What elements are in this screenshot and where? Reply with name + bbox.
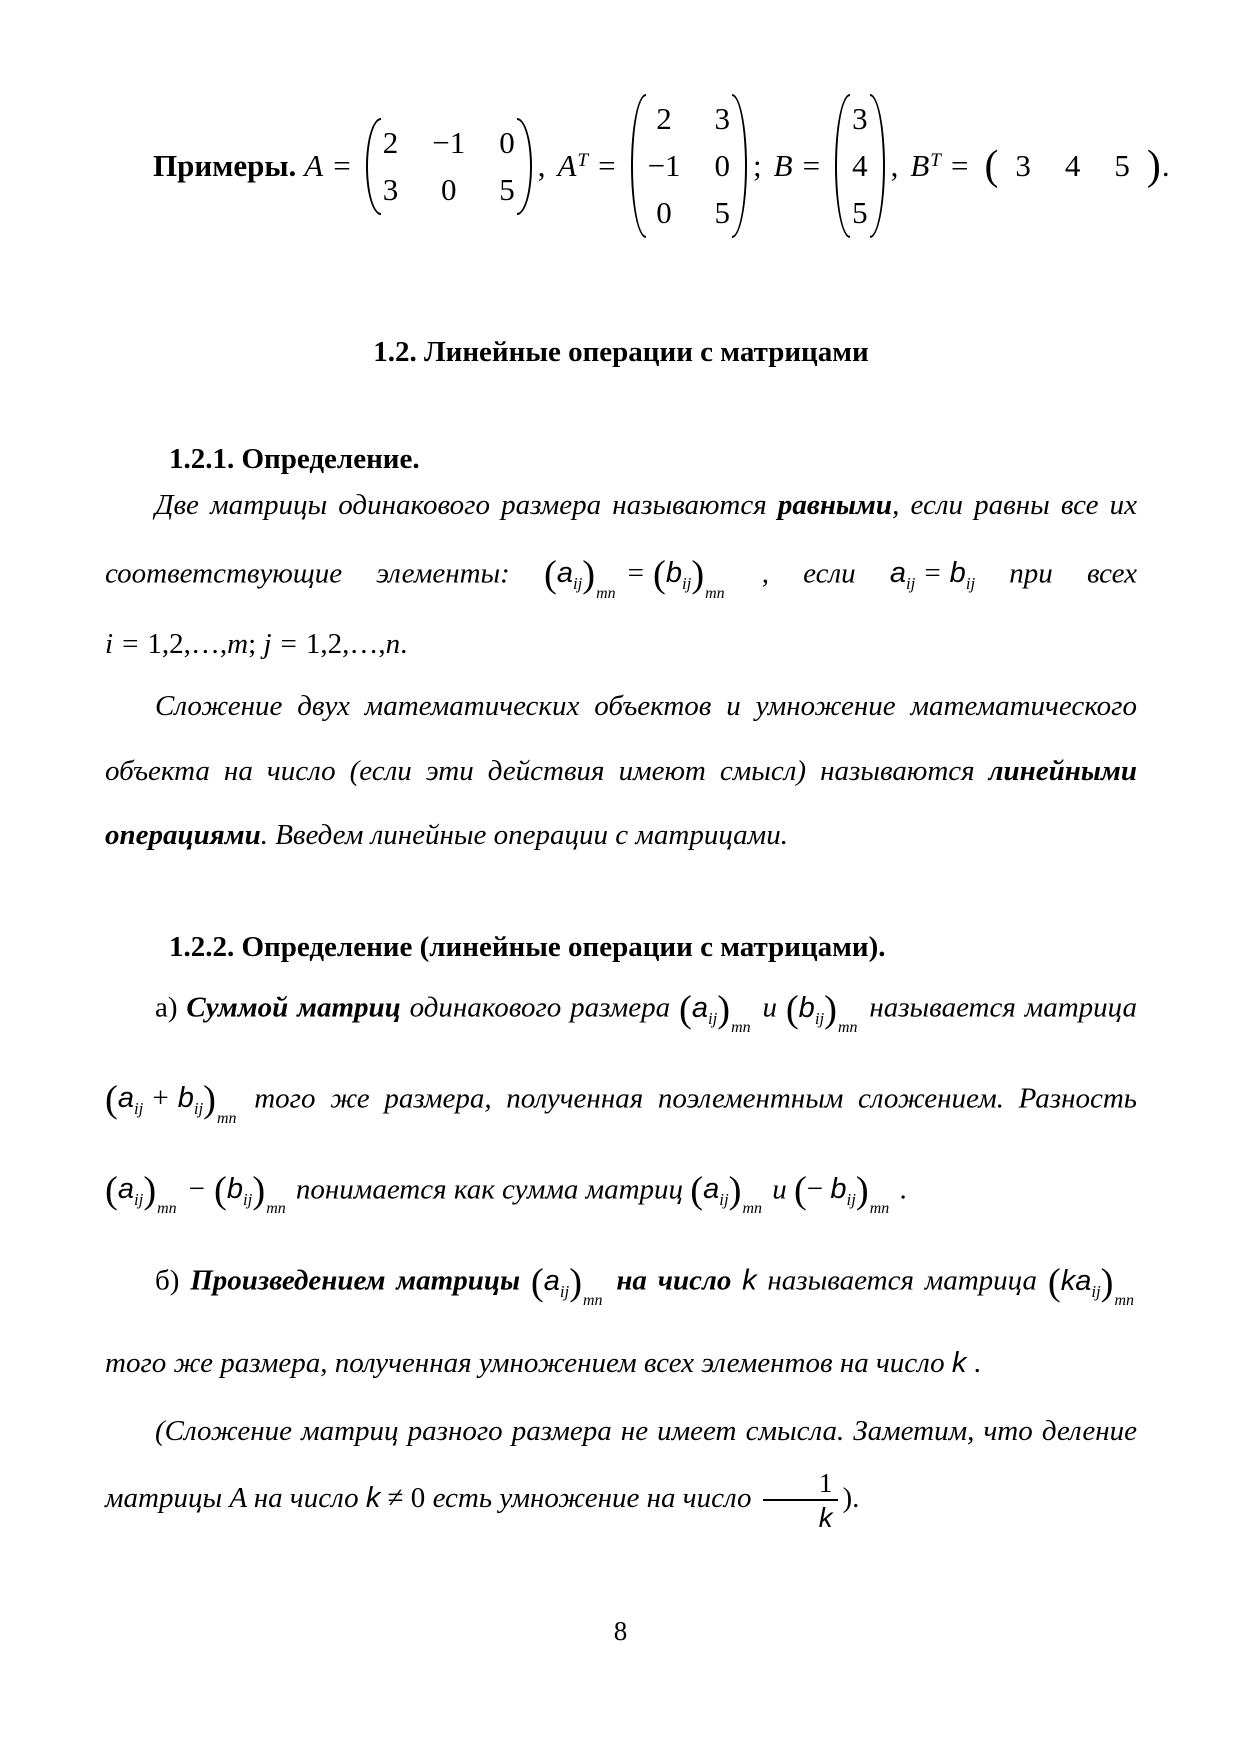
list-marker-a: а) [155,991,187,1024]
bold-term-on-number: на число [605,1264,743,1297]
fraction-denominator [763,1499,839,1534]
text-segment: , если [727,557,890,590]
equals-sign: = [122,627,139,660]
matrix-cell: 3 [852,101,868,136]
equals-sign: = [280,627,297,660]
subscript-mn: mn [869,1200,890,1218]
semicolon: ; [753,148,762,184]
paren-left: ( [530,1261,544,1304]
not-equal-zero: ≠ 0 [387,1481,426,1514]
subscript-ij: ij [846,1189,856,1209]
row-vector-b-transposed [984,142,1160,190]
var-k: k [365,1481,381,1514]
text-segment: Сложение двух математических объектов и умножение математического объекта на число (если эти действия имеют смысл) называются [105,690,1137,787]
subscript-mn: mn [742,1200,762,1218]
matrix-cell: 3 [382,171,399,207]
paragraph-product-by-number [105,1236,1137,1398]
matrix-a-transposed [631,92,747,240]
var-A: A [557,148,577,184]
formula-aij-eq-bij [889,557,976,593]
var-a: a [889,557,906,590]
var-a: a [117,1082,134,1115]
text-segment: на число [246,1481,366,1514]
var-a: a [117,1172,134,1205]
formula-kaij-mn [1047,1261,1137,1310]
text-segment: того же размера, полученная умножением всех элементов на число [105,1346,952,1379]
subscript-ij: ij [905,573,916,593]
var-a: a [691,991,708,1024]
paren-left: ( [793,1169,807,1212]
paragraph-note [105,1398,1137,1533]
paren-right: ) [691,553,705,596]
paren-right: ) [569,1261,583,1304]
var-a: a [703,1172,720,1205]
paren-left: ( [652,553,666,596]
plus-sign: + [152,1082,169,1115]
equals-sign: = [627,557,644,590]
paragraph-equal-matrices [105,476,1137,674]
matrix-cell: 5 [714,195,731,231]
text-segment: при всех [975,557,1137,590]
formula-aij-minus-bij-mn [105,1169,289,1218]
var-b: b [177,1082,194,1115]
minus-sign: − [806,1172,824,1205]
text-segment: и [753,991,786,1024]
subscript-mn: mn [596,584,616,602]
var-k: k [742,1264,757,1297]
paragraph-sum-of-matrices [105,964,1137,1236]
text-segment: Две матрицы одинакового размера называются [155,489,778,522]
subscript-mn: mn [1114,1292,1134,1310]
vector-cell: 4 [1064,148,1081,184]
var-A: A [229,1481,247,1514]
paren-right: ) [582,553,596,596]
semicolon: ; [248,627,257,660]
examples-label: Примеры. [153,148,297,184]
var-m: m [227,627,249,660]
text-segment: называется матрица [860,991,1138,1024]
equals-sign: = [598,148,616,184]
matrix-cell: 2 [382,124,399,160]
var-b: b [226,1172,243,1205]
text-segment: одинакового размера [400,991,679,1024]
bold-term-product: Произведением матрицы [190,1264,531,1297]
text-segment: есть умножение на число [425,1481,759,1514]
subscript-mn: mn [731,1019,751,1037]
paren-right: ) [1146,143,1161,190]
var-A: A [304,148,324,184]
paren-left: ( [105,1078,118,1121]
paren-right: ) [203,1078,217,1121]
comma: , [890,148,899,184]
paren-left: ( [690,1169,704,1212]
formula-index-ranges [105,628,407,660]
paren-right: ) [1100,1261,1114,1304]
var-A-transposed [557,148,588,184]
matrix-cell: −1 [647,148,681,184]
subscript-ij: ij [707,1008,718,1028]
var-b: b [665,557,682,590]
matrix-a [366,116,532,217]
var-k: k [818,1501,833,1533]
text-segment: , если равны все их соответствующие элементы: [105,489,1137,590]
text-segment: того же размера, полученная поэлементным сложением. Разность [239,1082,1137,1115]
var-b: b [830,1172,847,1205]
matrix-a-grid [383,126,515,207]
matrix-cell: 5 [852,195,868,231]
sequence: 1,2,…, [305,627,386,660]
var-n: n [385,627,401,660]
transpose-sup: T [577,149,589,171]
subsection-heading-121: 1.2.1. Определение. [169,443,420,476]
subscript-ij: ij [814,1008,825,1028]
paren-right: ) [143,1169,157,1212]
text-segment: называется матрица [756,1264,1048,1297]
subscript-ij: ij [1091,1281,1101,1301]
subscript-ij: ij [559,1281,570,1301]
equals-sign: = [950,148,969,184]
paren-left: ( [678,988,692,1031]
var-B: B [773,148,793,184]
subscript-mn: mn [583,1292,603,1310]
var-i: i [105,627,114,660]
var-B: B [910,148,930,184]
subscript-mn: mn [217,1109,237,1127]
page-number: 8 [613,1616,628,1646]
text-segment: и [764,1172,794,1205]
subscript-ij: ij [719,1189,729,1209]
bold-term-sum: Суммой матриц [186,991,401,1024]
var-b: b [798,991,815,1024]
vector-cell: 5 [1114,148,1130,184]
var-a: a [543,1264,560,1297]
formula-aij-plus-bij-mn [105,1078,240,1127]
closing-paren-period: ). [842,1481,860,1514]
comma: , [537,148,546,184]
subscript-mn: mn [266,1200,286,1218]
subscript-mn: mn [705,584,725,602]
equals-sign: = [924,557,941,590]
paren-right: ) [252,1169,266,1212]
matrix-cell: 4 [852,148,868,184]
var-b: b [949,557,966,590]
matrix-b [835,92,885,240]
period: . [1161,148,1170,184]
matrix-b-grid [852,102,868,230]
var-B-transposed [910,148,941,184]
subscript-mn: mn [157,1200,177,1218]
paren-right: ) [728,1169,742,1212]
var-k: k [951,1346,967,1379]
paren-left: ( [214,1169,227,1212]
paren-left: ( [1047,1261,1061,1304]
paren-right: ) [824,988,837,1031]
matrix-cell: 0 [656,195,672,231]
matrix-cell: 5 [499,171,515,207]
subscript-ij: ij [243,1189,253,1209]
paren-left: ( [543,553,557,596]
matrix-cell: 0 [714,148,731,184]
text-segment: понимается как сумма матриц [288,1172,691,1205]
text-segment: (Сложение матриц разного размера не имеет смысла. Заметим, что деление матрицы [105,1415,1137,1514]
subscript-mn: mn [838,1019,858,1037]
examples-line [153,92,1170,240]
transpose-sup: T [930,149,941,171]
fraction-numerator: 1 [818,1467,833,1499]
text-segment: . Введем линейные операции с матрицами. [260,818,788,851]
formula-bij-mn [785,988,861,1037]
period: . [400,627,408,660]
equals-sign: = [333,148,351,184]
subscript-ij: ij [965,573,976,593]
subscript-ij: ij [572,573,583,593]
list-marker-b: б) [155,1264,191,1297]
paren-left: ( [984,143,999,190]
formula-aij-mn [690,1169,765,1218]
matrix-cell: 3 [714,101,731,136]
matrix-at-grid [648,102,730,230]
subscript-ij: ij [133,1189,144,1209]
formula-aij-eq-bij-mn [543,553,728,602]
paren-right: ) [717,988,731,1031]
period: . [966,1346,981,1379]
matrix-cell: 0 [499,124,515,160]
paren-left: ( [785,988,799,1031]
bold-term-equal: равными [777,489,893,522]
paren-right: ) [855,1169,869,1212]
subscript-ij: ij [133,1099,144,1119]
paragraph-linear-operations [105,674,1137,867]
section-heading: 1.2. Линейные операции с матрицами [373,336,869,369]
paren-left: ( [105,1169,118,1212]
fraction-one-over-k [763,1467,839,1533]
subscript-ij: ij [193,1099,204,1119]
formula-aij-mn [678,988,754,1037]
formula-aij-mn [530,1261,606,1310]
matrix-cell: 0 [440,171,457,207]
period: . [892,1172,907,1205]
var-ka: ka [1060,1264,1092,1297]
subscript-ij: ij [681,573,692,593]
var-a: a [556,557,573,590]
subsection-heading-122: 1.2.2. Определение (линейные операции с матрицами). [169,931,886,964]
equals-sign: = [802,148,821,184]
formula-k-not-zero [366,1482,425,1514]
sequence: 1,2,…, [147,627,228,660]
matrix-cell: −1 [432,124,466,160]
matrix-cell: 2 [656,101,672,136]
var-j: j [263,627,272,660]
minus-sign: − [188,1172,206,1205]
vector-cell: 3 [1015,148,1031,184]
formula-minus-bij-mn [793,1169,892,1218]
bold-term-linear-operations: линейными операциями [105,754,1137,851]
